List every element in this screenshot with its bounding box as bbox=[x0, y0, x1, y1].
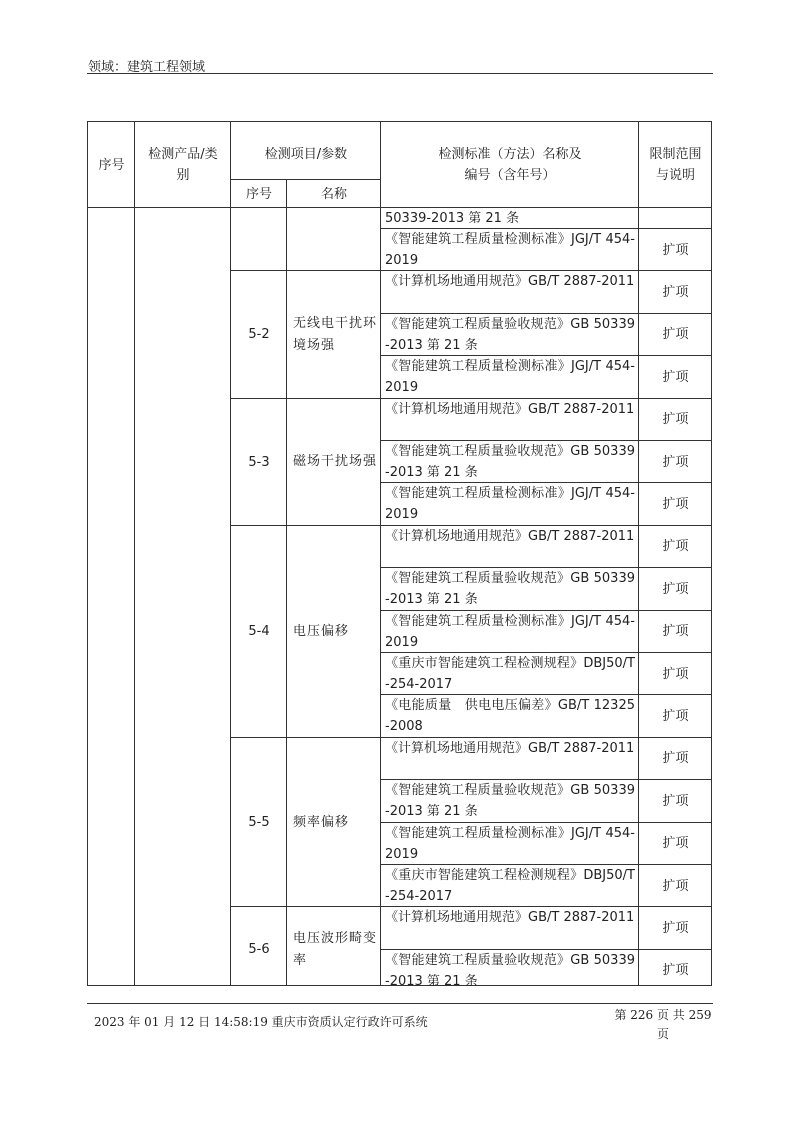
standard-cell: 《智能建筑工程质量检测标准》JGJ/T 454-2019 bbox=[385, 825, 635, 862]
item-seq-cell: 5-2 bbox=[248, 327, 270, 343]
limit-note-cell: 扩项 bbox=[662, 497, 689, 513]
page-indicator bbox=[614, 1006, 712, 1044]
page-indicator-line2: 页 bbox=[656, 1027, 669, 1041]
limit-note-cell: 扩项 bbox=[662, 327, 689, 343]
standard-cell: 《智能建筑工程质量检测标准》JGJ/T 454-2019 bbox=[385, 486, 635, 523]
page-indicator-line1: 第 226 页 共 259 bbox=[614, 1008, 712, 1022]
standard-cell: 《计算机场地通用规范》GB/T 2887-2011 bbox=[385, 910, 635, 926]
item-name-cell: 无线电干扰环境场强 bbox=[293, 315, 378, 353]
header-product: 检测产品/类别 bbox=[148, 147, 218, 183]
standard-cell: 《计算机场地通用规范》GB/T 2887-2011 bbox=[385, 528, 635, 544]
limit-note-cell: 扩项 bbox=[662, 412, 689, 428]
limit-note-cell: 扩项 bbox=[662, 539, 689, 555]
header-item-name: 名称 bbox=[320, 186, 347, 202]
footer-timestamp: 2023 年 01 月 12 日 14:58:19 重庆市资质认定行政许可系统 bbox=[94, 1015, 428, 1029]
inspection-table bbox=[87, 121, 712, 989]
item-name-cell: 频率偏移 bbox=[293, 814, 350, 830]
standard-cell: 《智能建筑工程质量验收规范》GB 50339-2013 第 21 条 bbox=[385, 316, 635, 353]
limit-note-cell: 扩项 bbox=[662, 581, 689, 597]
standard-cell: 《智能建筑工程质量验收规范》GB 50339-2013 第 21 条 bbox=[385, 571, 635, 608]
standard-cell: 《智能建筑工程质量验收规范》GB 50339-2013 第 21 条 bbox=[385, 444, 635, 480]
header-item-seq: 序号 bbox=[245, 186, 272, 202]
standard-cell: 《智能建筑工程质量验收规范》GB 50339-2013 第 21 条 bbox=[385, 783, 635, 820]
header-standard: 检测标准（方法）名称及编号（含年号） bbox=[438, 147, 582, 183]
header-item-group: 检测项目/参数 bbox=[264, 146, 348, 162]
item-seq-cell: 5-4 bbox=[248, 624, 270, 640]
limit-note-cell: 扩项 bbox=[662, 624, 689, 640]
limit-note-cell: 扩项 bbox=[662, 285, 689, 301]
row-rule bbox=[230, 179, 380, 180]
limit-note-cell: 扩项 bbox=[662, 242, 689, 258]
limit-note-cell: 扩项 bbox=[662, 709, 689, 725]
item-seq-cell: 5-5 bbox=[248, 815, 270, 831]
limit-note-cell: 扩项 bbox=[662, 921, 689, 937]
item-name-cell: 电压偏移 bbox=[293, 623, 350, 639]
limit-note-cell: 扩项 bbox=[662, 369, 689, 385]
standard-cell: 《计算机场地通用规范》GB/T 2887-2011 bbox=[385, 740, 635, 756]
limit-note-cell: 扩项 bbox=[662, 454, 689, 470]
limit-note-cell: 扩项 bbox=[662, 666, 689, 682]
item-seq-cell: 5-3 bbox=[248, 454, 270, 470]
standard-cell: 《重庆市智能建筑工程检测规程》DBJ50/T-254-2017 bbox=[385, 656, 635, 692]
item-name-cell: 电压波形畸变率 bbox=[293, 930, 378, 968]
header-limit: 限制范围与说明 bbox=[649, 147, 702, 183]
col-rule bbox=[134, 122, 135, 985]
footer-divider bbox=[87, 1003, 713, 1004]
standard-cell: 《电能质量 供电电压偏差》GB/T 12325-2008 bbox=[385, 698, 635, 735]
standard-cell: 《重庆市智能建筑工程检测规程》DBJ50/T-254-2017 bbox=[385, 868, 635, 904]
limit-note-cell: 扩项 bbox=[662, 751, 689, 767]
item-seq-cell: 5-6 bbox=[248, 942, 270, 958]
header-divider bbox=[87, 73, 713, 74]
item-name-cell bbox=[287, 208, 381, 271]
standard-cell: 50339-2013 第 21 条 bbox=[385, 211, 520, 226]
limit-note-cell: 扩项 bbox=[662, 963, 689, 979]
limit-note-cell: 扩项 bbox=[662, 793, 689, 809]
limit-note-cell bbox=[639, 208, 712, 229]
header-seq: 序号 bbox=[98, 157, 125, 173]
limit-note-cell: 扩项 bbox=[662, 878, 689, 894]
item-seq-cell bbox=[231, 208, 287, 271]
standard-cell: 《智能建筑工程质量检测标准》JGJ/T 454-2019 bbox=[385, 359, 635, 396]
standard-cell: 《计算机场地通用规范》GB/T 2887-2011 bbox=[385, 401, 635, 417]
item-name-cell: 磁场干扰场强 bbox=[293, 454, 378, 470]
standard-cell: 《计算机场地通用规范》GB/T 2887-2011 bbox=[385, 274, 635, 290]
standard-cell: 《智能建筑工程质量检测标准》JGJ/T 454-2019 bbox=[385, 613, 635, 650]
standard-cell: 《智能建筑工程质量验收规范》GB 50339-2013 第 21 条 bbox=[385, 952, 635, 989]
limit-note-cell: 扩项 bbox=[662, 836, 689, 852]
domain-label: 领域：建筑工程领域 bbox=[88, 60, 206, 75]
standard-cell: 《智能建筑工程质量检测标准》JGJ/T 454-2019 bbox=[385, 232, 635, 268]
